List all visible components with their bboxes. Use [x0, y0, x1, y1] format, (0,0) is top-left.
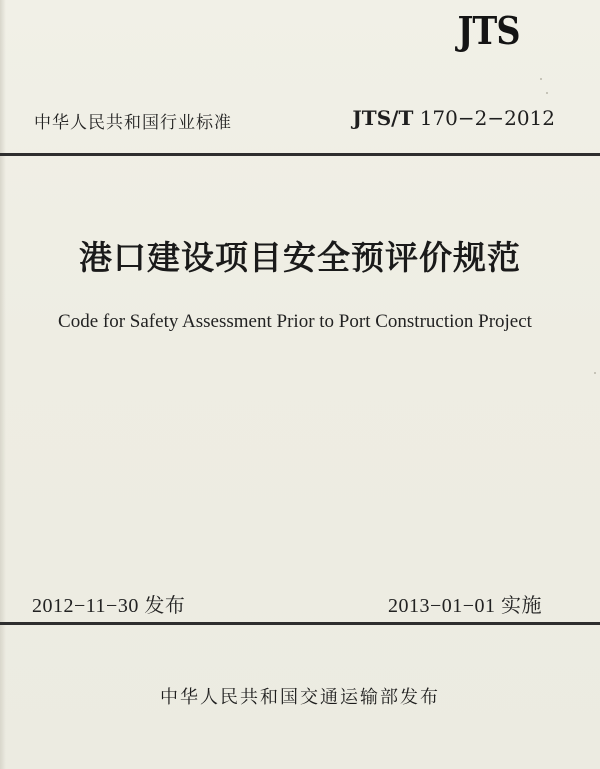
standard-code-prefix: JTS/T: [352, 106, 414, 130]
paper-speck: [594, 372, 596, 374]
standard-code-number: 170−2−2012: [419, 106, 555, 130]
implementation-date: 2013−01−01 实施: [387, 595, 542, 617]
standard-code: [352, 106, 555, 130]
page-edge-shadow: [0, 0, 6, 769]
top-divider: [0, 153, 600, 156]
bottom-divider: [0, 622, 600, 625]
issue-date: 2012−11−30 发布: [32, 595, 186, 617]
standard-category: 中华人民共和国行业标准: [34, 113, 232, 133]
publisher: 中华人民共和国交通运输部发布: [160, 687, 440, 708]
document-title-english: Code for Safety Assessment Prior to Port Construction Project: [58, 311, 532, 332]
paper-speck: [546, 92, 548, 94]
paper-speck: [540, 78, 542, 80]
document-title-chinese: 港口建设项目安全预评价规范: [79, 238, 521, 277]
brand-mark: JTS: [457, 8, 520, 53]
